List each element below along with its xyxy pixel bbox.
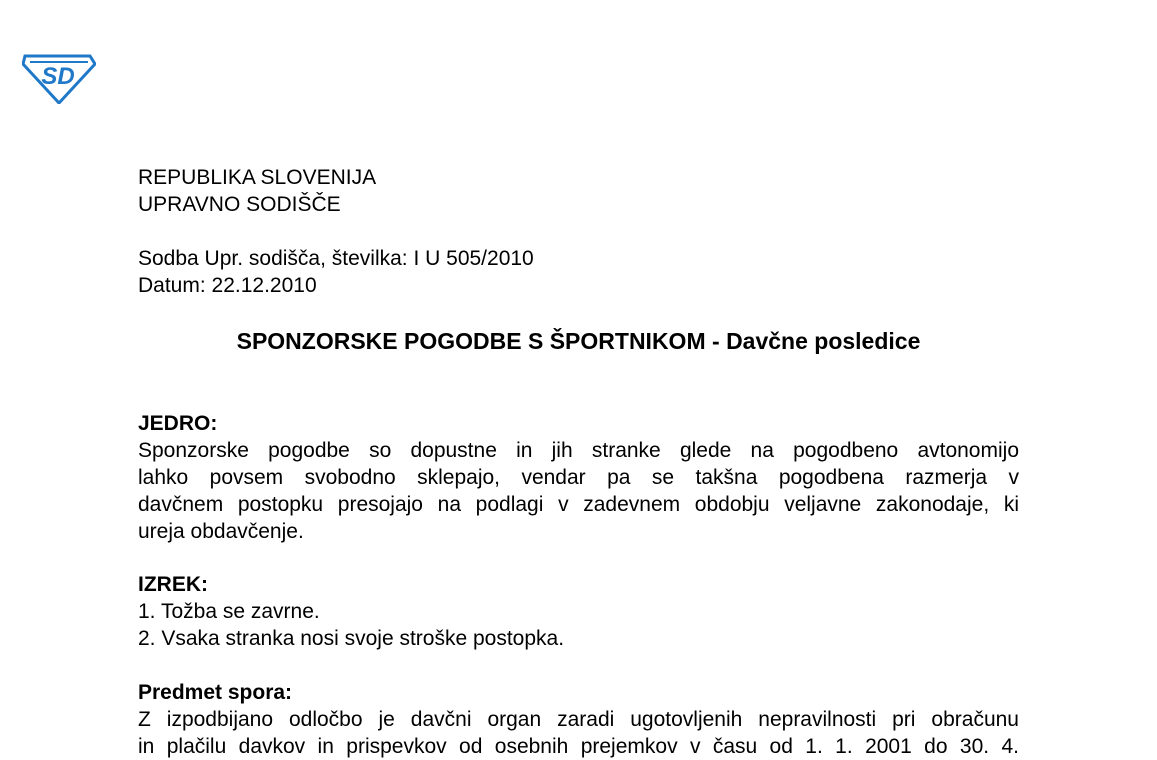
court-header	[138, 164, 1019, 218]
jedro-line: ureja obdavčenje.	[138, 520, 304, 543]
document-title	[138, 326, 1019, 356]
court-country: REPUBLIKA SLOVENIJA	[138, 166, 377, 189]
jedro-section	[138, 410, 1019, 545]
izrek-item: 2. Vsaka stranka nosi svoje stroške postopka.	[138, 627, 565, 650]
izrek-section	[138, 571, 1019, 652]
predmet-section	[138, 679, 1019, 760]
izrek-item: 1. Tožba se zavrne.	[138, 600, 320, 623]
predmet-line: Z izpodbijano odločbo je davčni organ zaradi ugotovljenih nepravilnosti pri obračunu	[138, 708, 1019, 731]
izrek-heading: IZREK:	[138, 573, 208, 596]
jedro-line: Sponzorske pogodbe so dopustne in jih stranke glede na pogodbeno avtonomijo	[138, 439, 1019, 462]
logo-letters: SD	[41, 63, 75, 90]
jedro-line: davčnem postopku presojajo na podlagi v zadevnem obdobju veljavne zakonodaje, ki	[138, 493, 1019, 516]
court-name: UPRAVNO SODIŠČE	[138, 193, 341, 216]
court-logo	[22, 50, 96, 104]
jedro-heading: JEDRO:	[138, 412, 218, 435]
case-date: Datum: 22.12.2010	[138, 274, 317, 297]
title-separator: -	[705, 328, 727, 354]
case-number: Sodba Upr. sodišča, številka: I U 505/2010	[138, 247, 534, 270]
predmet-heading: Predmet spora:	[138, 681, 293, 704]
title-main: SPONZORSKE POGODBE S ŠPORTNIKOM	[236, 328, 706, 354]
jedro-line: lahko povsem svobodno sklepajo, vendar pa se takšna pogodbena razmerja v	[138, 466, 1019, 489]
title-sub: Davčne posledice	[726, 328, 921, 354]
case-info	[138, 245, 1019, 299]
predmet-line: in plačilu davkov in prispevkov od osebnih prejemkov v času od 1. 1. 2001 do 30. 4.	[138, 735, 1019, 758]
